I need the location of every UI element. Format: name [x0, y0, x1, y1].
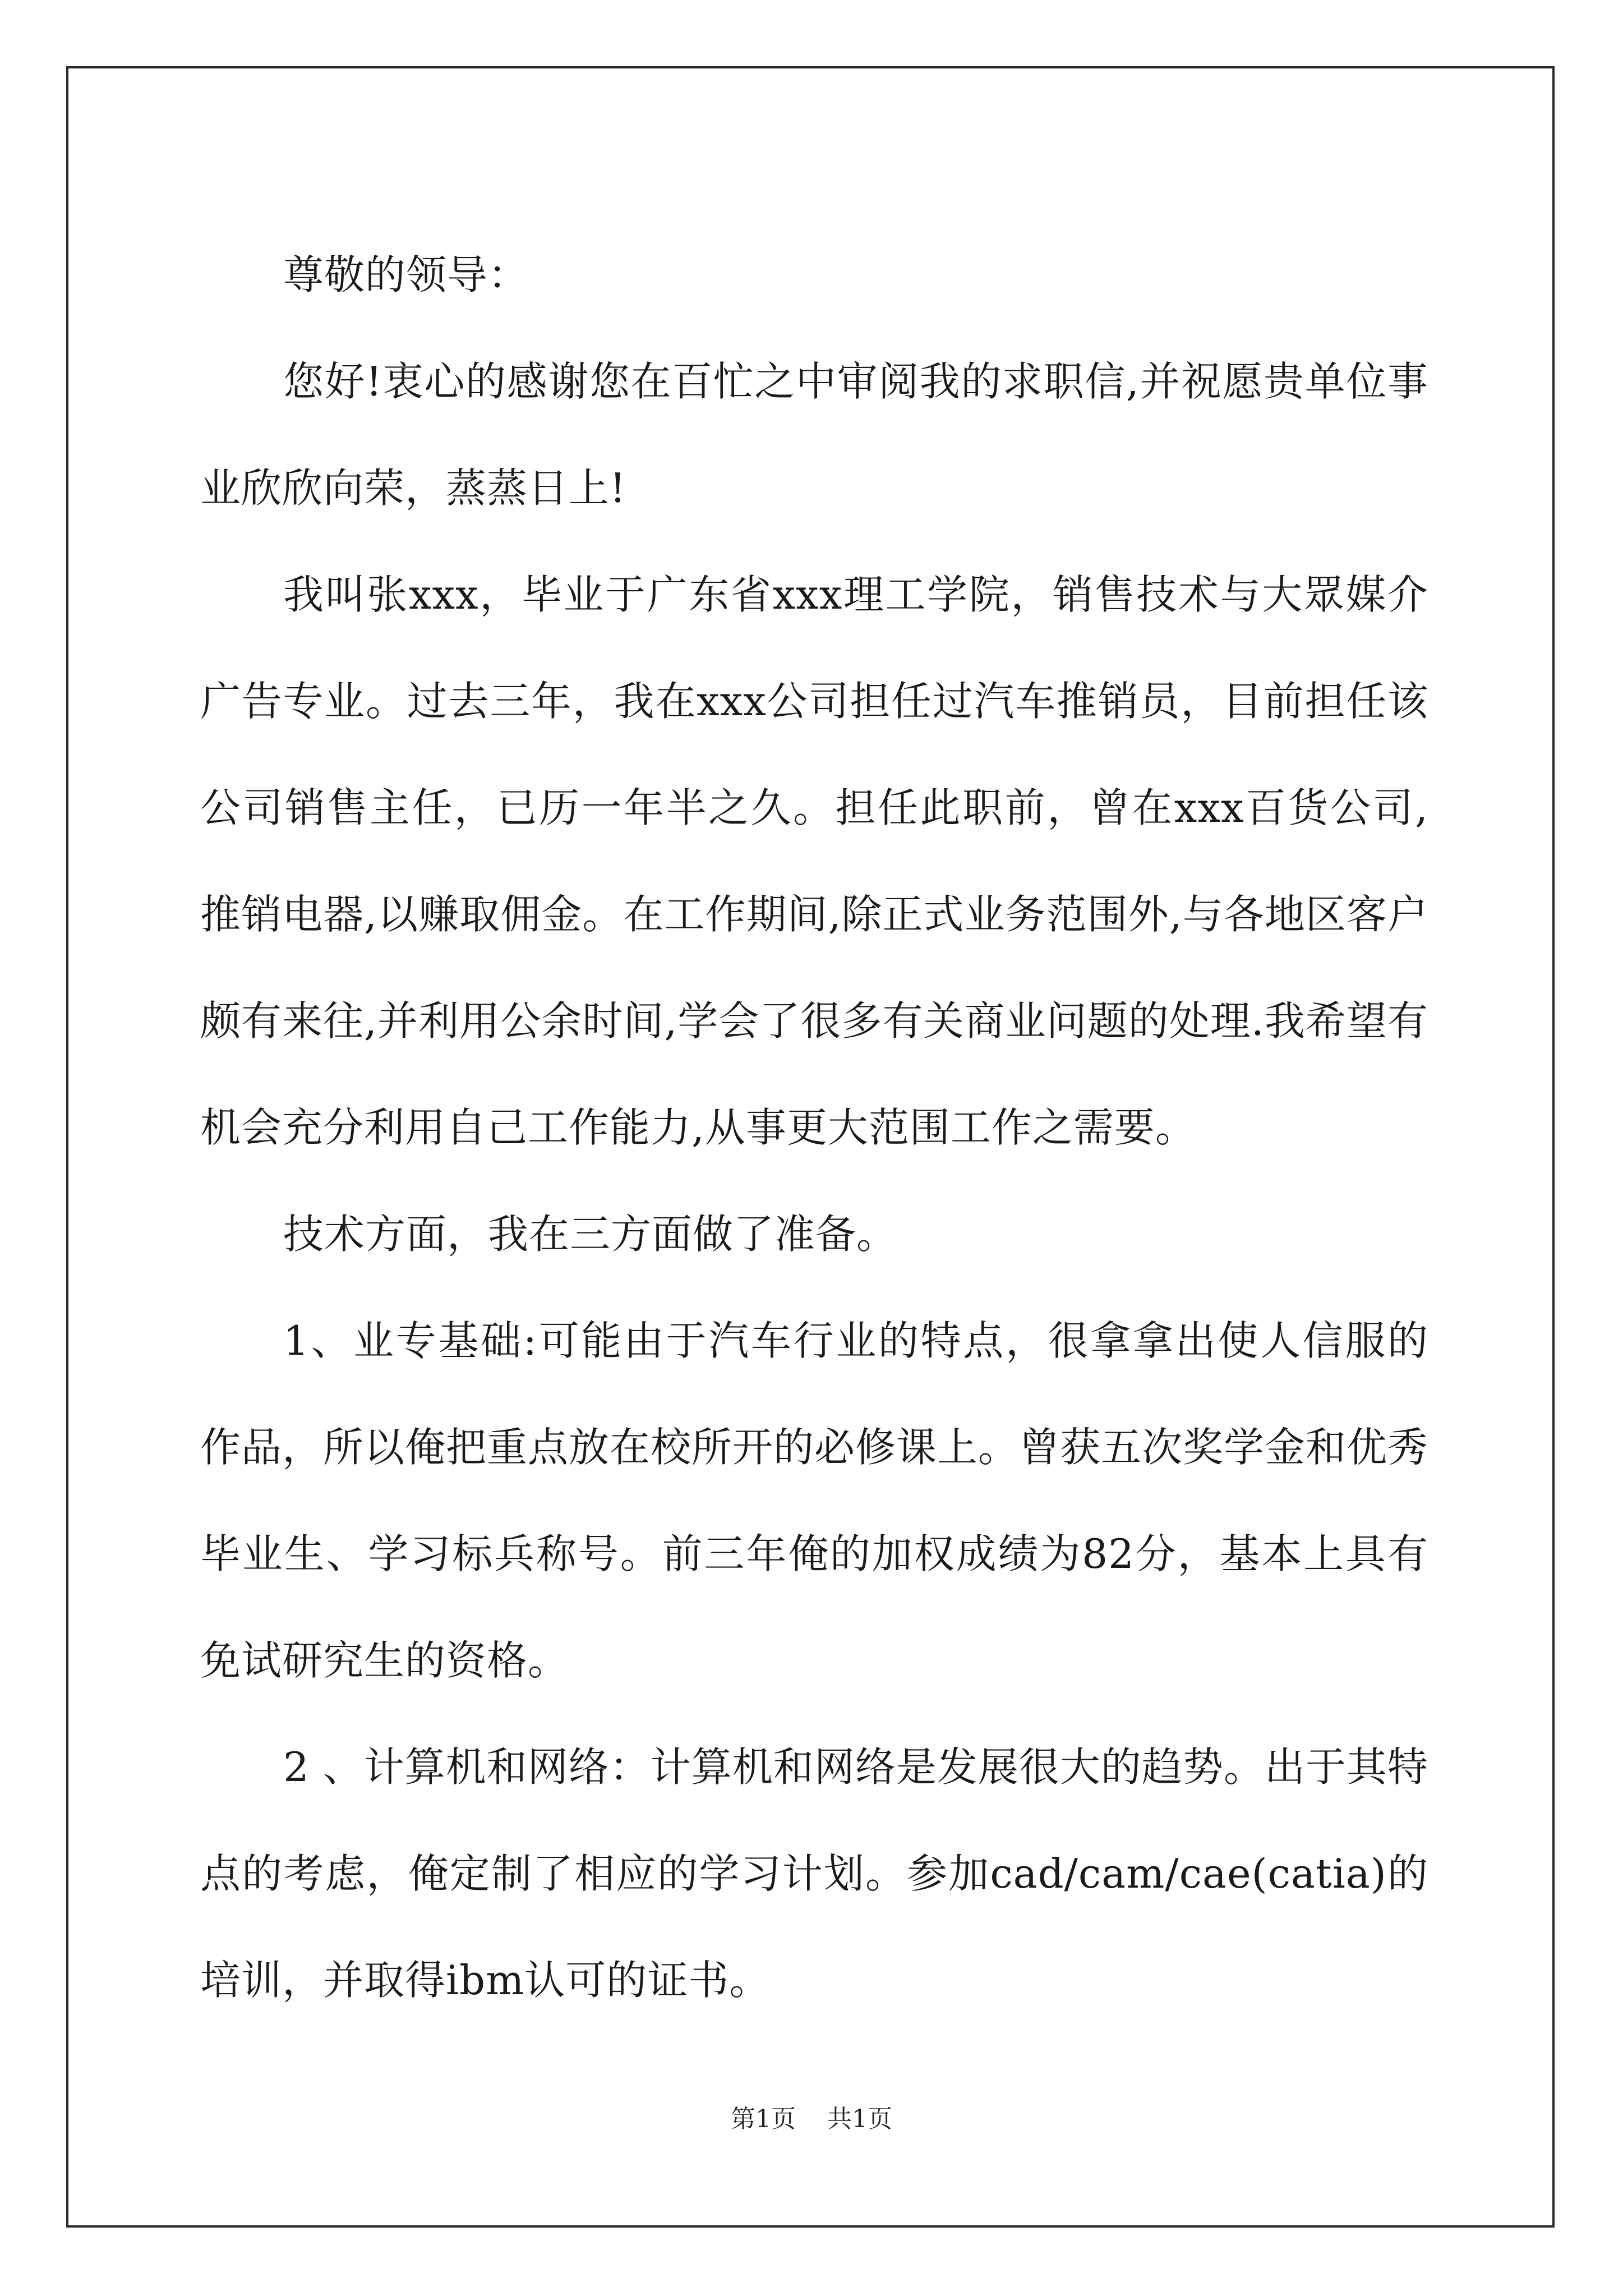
page-number: 第1页	[731, 2105, 796, 2133]
paragraph-computer-network: 2 、计算机和网络：计算机和网络是发展很大的趋势。出于其特点的考虑，俺定制了相应的学习计划。参加cad/cam/cae(catia)的培训，并取得ibm认可的证书。	[200, 1743, 1428, 2004]
page-footer	[0, 2102, 1623, 2136]
page-total: 共1页	[827, 2105, 892, 2133]
paragraph-greeting: 您好!衷心的感谢您在百忙之中审阅我的求职信,并祝愿贵单位事业欣欣向荣，蒸蒸日上!	[200, 358, 1428, 512]
paragraph-technical-preparation: 技术方面，我在三方面做了准备。	[283, 1211, 898, 1258]
letter-body	[200, 222, 1428, 2033]
paragraph-professional-foundation: 1、业专基础:可能由于汽车行业的特点，很拿拿出使人信服的作品，所以俺把重点放在校所开的必修课上。曾获五次奖学金和优秀毕业生、学习标兵称号。前三年俺的加权成绩为82分，基本上具有免试研究生的资格。	[200, 1317, 1429, 1684]
paragraph-introduction: 我叫张xxx，毕业于广东省xxx理工学院，销售技术与大眾媒介广告专业。过去三年，我在xxx公司担任过汽车推销员，目前担任该公司销售主任，已历一年半之久。担任此职前，曾在xxx百货公司,推销电器,以赚取佣金。在工作期间,除正式业务范围外,与各地区客户颇有来往,并利用公余时间,学会了很多有关商业问题的处理.我希望有机会充分利用自己工作能力,从事更大范围工作之需要。	[200, 571, 1428, 1151]
salutation: 尊敬的领导：	[283, 251, 529, 298]
